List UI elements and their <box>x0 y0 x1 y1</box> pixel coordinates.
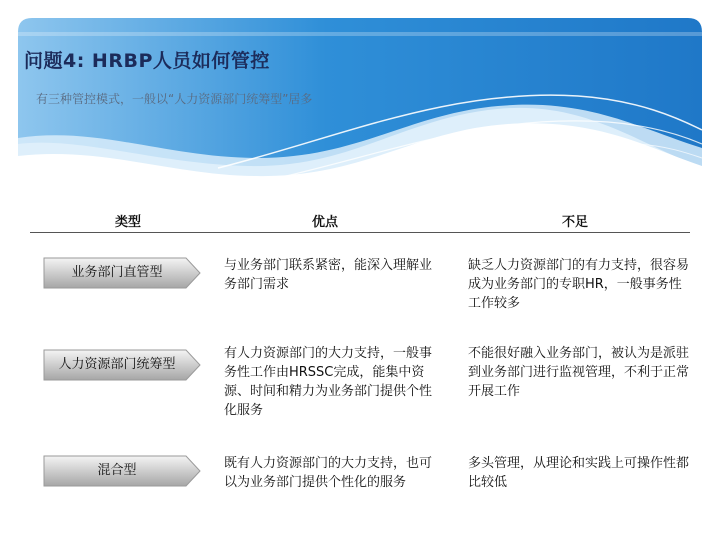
pros-cell: 既有人力资源部门的大力支持，也可以为业务部门提供个性化的服务 <box>224 456 433 490</box>
column-header-pros: 优点 <box>311 215 338 230</box>
wave-background <box>18 18 702 196</box>
page-title: 问题4: HRBP人员如何管控 <box>24 50 270 72</box>
column-header-cons: 不足 <box>561 215 588 230</box>
column-header-type: 类型 <box>114 215 141 230</box>
type-label: 混合型 <box>97 463 137 478</box>
page-subtitle: 有三种管控模式，一般以“人力资源部门统筹型”居多 <box>36 92 313 106</box>
type-label: 人力资源部门统筹型 <box>58 357 176 372</box>
pros-cell: 与业务部门联系紧密，能深入理解业务部门需求 <box>224 258 433 292</box>
cons-cell: 缺乏人力资源部门的有力支持，很容易成为业务部门的专职HR，一般事务性工作较多 <box>468 258 690 311</box>
type-chip <box>42 256 202 290</box>
cons-cell: 不能很好融入业务部门，被认为是派驻到业务部门进行监视管理，不利于正常开展工作 <box>468 346 690 399</box>
type-chip <box>42 348 202 382</box>
table-header <box>30 208 690 233</box>
comparison-table <box>30 208 690 490</box>
cons-cell: 多头管理，从理论和实践上可操作性都比较低 <box>468 456 690 490</box>
pros-cell: 有人力资源部门的大力支持，一般事务性工作由HRSSC完成，能集中资源、时间和精力为业务部门提供个性化服务 <box>224 346 433 418</box>
header-banner <box>18 18 702 196</box>
type-label: 业务部门直管型 <box>71 265 163 280</box>
type-chip <box>42 454 202 488</box>
